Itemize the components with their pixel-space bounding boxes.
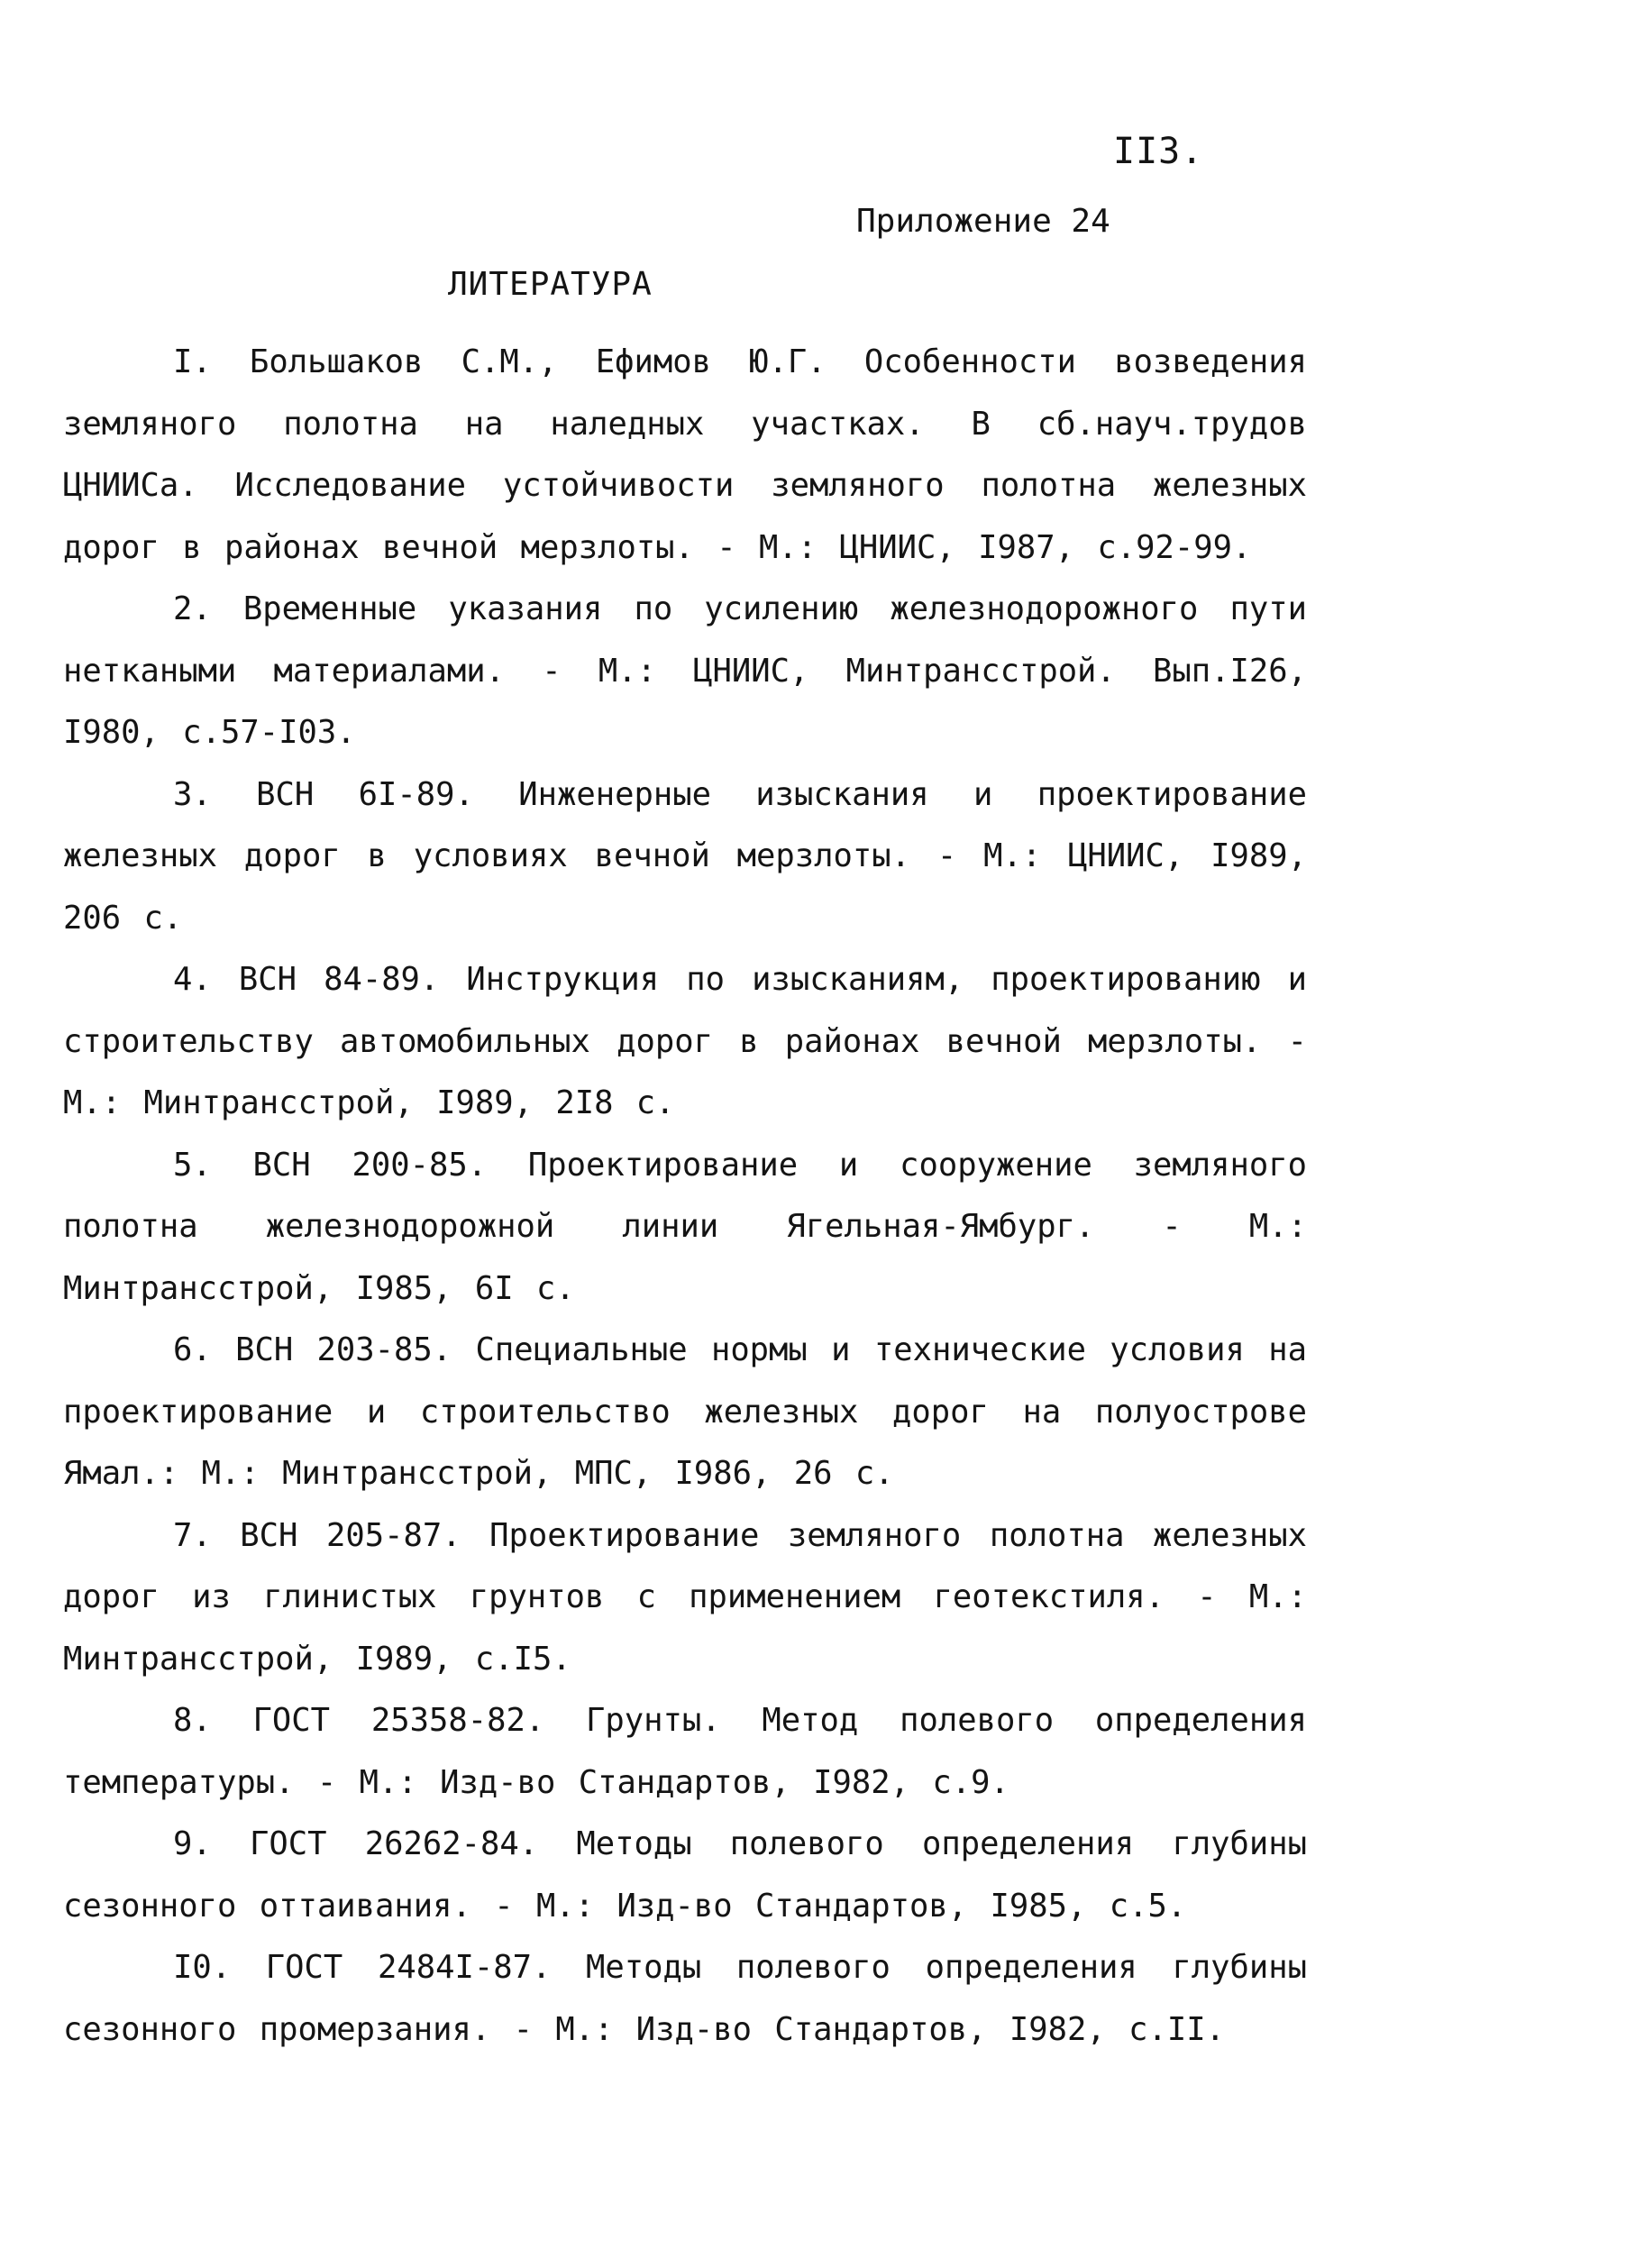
reference-list	[63, 332, 1307, 2061]
reference-item: 4. ВСН 84-89. Инструкция по изысканиям, проектированию и строительству автомобильных дорог в районах вечной мерзлоты. - М.: Минтрансстрой, I989, 2I8 с.	[63, 961, 1307, 1121]
appendix-label: Приложение 24	[856, 203, 1110, 240]
page-number: II3.	[1113, 131, 1204, 172]
reference-item: 3. ВСН 6I-89. Инженерные изыскания и проектирование железных дорог в условиях вечной мерзлоты. - М.: ЦНИИС, I989, 206 с.	[63, 775, 1307, 937]
reference-item: 2. Временные указания по усилению железнодорожного пути неткаными материалами. - М.: ЦНИИС, Минтрансстрой. Вып.I26, I980, с.57-I03.	[63, 590, 1307, 751]
reference-item: 5. ВСН 200-85. Проектирование и сооружение земляного полотна железнодорожной линии Ягельная-Ямбург. - М.: Минтрансстрой, I985, 6I с.	[63, 1146, 1307, 1307]
reference-item: 7. ВСН 205-87. Проектирование земляного полотна железных дорог из глинистых грунтов с применением геотекстиля. - М.: Минтрансстрой, I989, с.I5.	[63, 1516, 1307, 1678]
reference-item: I. Большаков С.М., Ефимов Ю.Г. Особенности возведения земляного полотна на наледных участках. В сб.науч.трудов ЦНИИСа. Исследование устойчивости земляного полотна железных дорог в районах вечной мерзлоты. - М.: ЦНИИС, I987, с.92-99.	[63, 343, 1307, 566]
reference-item: 9. ГОСТ 26262-84. Методы полевого определения глубины сезонного оттаивания. - М.: Изд-во Стандартов, I985, с.5.	[63, 1825, 1307, 1925]
reference-item: 8. ГОСТ 25358-82. Грунты. Метод полевого определения температуры. - М.: Изд-во Стандартов, I982, с.9.	[63, 1702, 1307, 1801]
section-heading: ЛИТЕРАТУРА	[448, 266, 653, 303]
reference-item: I0. ГОСТ 2484I-87. Методы полевого определения глубины сезонного промерзания. - М.: Изд-во Стандартов, I982, с.II.	[63, 1949, 1307, 2048]
reference-item: 6. ВСН 203-85. Специальные нормы и технические условия на проектирование и строительство железных дорог на полуострове Ямал.: М.: Минтрансстрой, МПС, I986, 26 с.	[63, 1331, 1307, 1492]
